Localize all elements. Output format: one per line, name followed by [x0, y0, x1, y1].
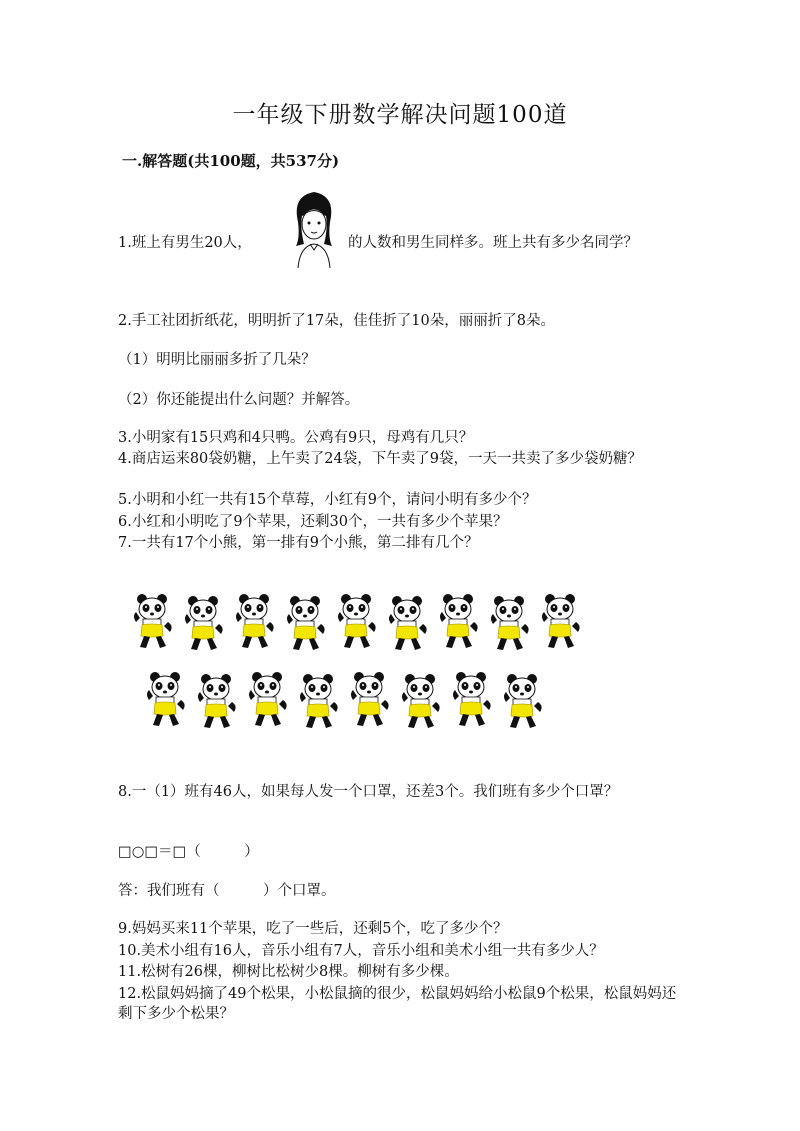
question-1-part-b: 的人数和男生同样多。班上共有多少名同学？ [348, 235, 638, 251]
panda-icon [181, 594, 225, 654]
panda-icon [245, 670, 289, 730]
question-9: 9.妈妈买来11个苹果，吃了一些后，还剩5个，吃了多少个？ [118, 921, 508, 937]
panda-icon [130, 592, 174, 652]
question-8-answer: 答：我们班有（ ）个口罩。 [118, 883, 336, 899]
question-2-sub-1: （1）明明比丽丽多折了几朵？ [118, 352, 316, 368]
girl-illustration [284, 188, 344, 270]
panda-icon [232, 592, 276, 652]
panda-icon [296, 672, 340, 732]
question-2-sub-2: （2）你还能提出什么问题？并解答。 [118, 392, 360, 408]
panda-icon [449, 670, 493, 730]
question-11: 11.松树有26棵，柳树比松树少8棵。柳树有多少棵。 [118, 964, 459, 980]
panda-icon [487, 594, 531, 654]
question-2: 2.手工社团折纸花，明明折了17朵，佳佳折了10朵，丽丽折了8朵。 [118, 313, 555, 329]
panda-icon [283, 594, 327, 654]
question-5: 5.小明和小红一共有15个草莓，小红有9个，请问小明有多少个？ [118, 492, 537, 508]
question-3: 3.小明家有15只鸡和4只鸭。公鸡有9只，母鸡有几只？ [118, 430, 474, 446]
panda-icon [398, 672, 442, 732]
panda-icon [436, 592, 480, 652]
question-8-equation: □○□＝□（ ） [118, 844, 259, 860]
question-1-part-a: 1.班上有男生20人， [118, 235, 252, 251]
section-heading: 一.解答题(共100题，共537分) [122, 152, 340, 170]
question-12: 12.松鼠妈妈摘了49个松果，小松鼠摘的很少，松鼠妈妈给小松鼠9个松果，松鼠妈妈还剩下多少个松果？ [118, 986, 677, 1022]
question-6: 6.小红和小明吃了9个苹果，还剩30个，一共有多少个苹果？ [118, 514, 508, 530]
question-7: 7.一共有17个小熊，第一排有9个小熊，第二排有几个？ [118, 535, 479, 551]
panda-icon [538, 592, 582, 652]
panda-icon [500, 672, 544, 732]
panda-icon [385, 594, 429, 654]
panda-icon [143, 670, 187, 730]
question-4: 4.商店运来80袋奶糖，上午卖了24袋，下午卖了9袋，一天一共卖了多少袋奶糖？ [118, 451, 642, 467]
panda-icon [334, 592, 378, 652]
question-8: 8.一（1）班有46人，如果每人发一个口罩，还差3个。我们班有多少个口罩？ [118, 784, 619, 800]
panda-icon [194, 672, 238, 732]
question-10: 10.美术小组有16人，音乐小组有7人，音乐小组和美术小组一共有多少人？ [118, 943, 604, 959]
page-title: 一年级下册数学解决问题100道 [232, 102, 568, 128]
panda-icon [347, 670, 391, 730]
